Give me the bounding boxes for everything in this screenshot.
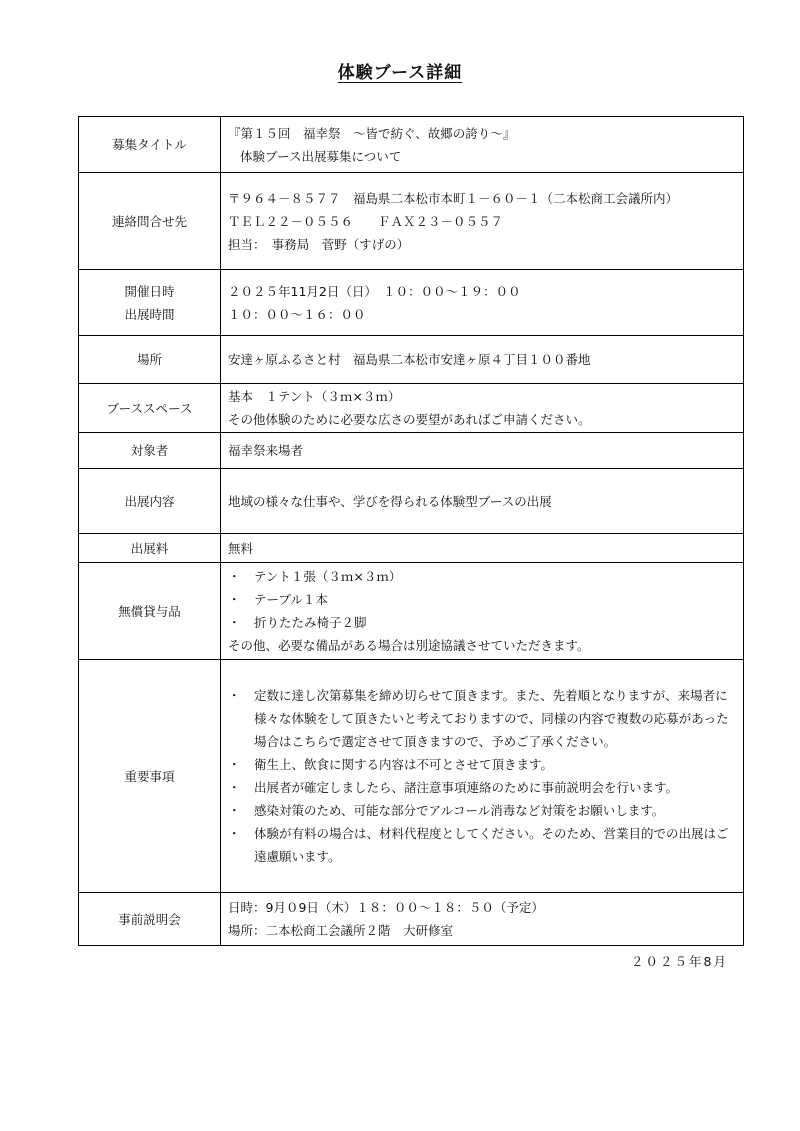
page-title: 体験ブース詳細 <box>337 63 463 83</box>
contact-phone-fax: ＴＥＬ２２－０５５６ ＦＡＸ２３－０５５７ <box>228 213 504 229</box>
label-booth-space: ブーススペース <box>79 384 221 433</box>
list-item: ・ 感染対策のため、可能な部分でアルコール消毒など対策をお願いします。 <box>228 799 739 822</box>
list-item: ・ 折りたたみ椅子２脚 <box>228 611 739 634</box>
label-briefing: 事前説明会 <box>79 893 221 946</box>
list-item: ・ 出展者が確定しましたら、諸注意事項連絡のために事前説明会を行います。 <box>228 776 739 799</box>
row-datetime <box>79 270 744 336</box>
label-recruit-title: 募集タイトル <box>79 117 221 173</box>
row-important <box>79 660 744 893</box>
row-booth-space <box>79 384 744 433</box>
important-list <box>228 684 739 868</box>
label-target: 対象者 <box>79 433 221 469</box>
value-content: 地域の様々な仕事や、学びを得られる体験型ブースの出展 <box>221 469 744 534</box>
recruit-title-line-1: 『第１５回 福幸祭 ～皆で紡ぐ、故郷の誇り～』 <box>228 125 516 141</box>
booth-other: その他体験のために必要な広さの要望があればご申請ください。 <box>228 412 591 427</box>
lending-list <box>228 565 739 634</box>
value-lending <box>221 563 744 660</box>
list-item: ・ 定数に達し次第募集を締め切らせて頂きます。また、先着順となりますが、来場者に様々な体験をして頂きたいと考えておりますので、同様の内容で複数の応募があった場合はこちらで選定させて頂きますので、予めご了承ください。 <box>228 684 739 753</box>
row-lending <box>79 563 744 660</box>
value-briefing <box>221 893 744 946</box>
list-item: ・ 体験が有料の場合は、材料代程度としてください。そのため、営業目的での出展はご遠慮願います。 <box>228 822 739 868</box>
row-content <box>79 469 744 534</box>
row-briefing <box>79 893 744 946</box>
list-item: ・ 衛生上、飲食に関する内容は不可とさせて頂きます。 <box>228 753 739 776</box>
value-fee: 無料 <box>221 534 744 563</box>
footer-date: ２０２５年8月 <box>631 954 728 969</box>
briefing-place: 場所：二本松商工会議所２階 大研修室 <box>228 923 454 938</box>
list-item: ・ テント１張（３ｍ×３ｍ） <box>228 565 739 588</box>
label-lending: 無償貸与品 <box>79 563 221 660</box>
lending-note: その他、必要な備品がある場合は別途協議させていただきます。 <box>228 638 590 653</box>
row-target <box>79 433 744 469</box>
label-place: 場所 <box>79 336 221 384</box>
row-fee <box>79 534 744 563</box>
recruit-title-line-2: 体験ブース出展募集について <box>240 148 402 164</box>
list-item: ・ テーブル１本 <box>228 588 739 611</box>
value-contact <box>221 173 744 270</box>
contact-address: 〒９６４－８５７７ 福島県二本松市本町１－６０－１（二本松商工会議所内） <box>228 190 679 206</box>
label-event-date: 開催日時 <box>124 283 175 299</box>
value-important <box>221 660 744 893</box>
event-date: ２０２５年11月2日（日） １０：００～１９：００ <box>228 283 521 299</box>
exhibit-hours: １０：００～１６：００ <box>228 306 366 322</box>
label-important: 重要事項 <box>79 660 221 893</box>
label-content: 出展内容 <box>79 469 221 534</box>
value-target: 福幸祭来場者 <box>221 433 744 469</box>
contact-person: 担当： 事務局 菅野（すげの） <box>228 236 410 252</box>
value-place: 安達ヶ原ふるさと村 福島県二本松市安達ヶ原４丁目１００番地 <box>221 336 744 384</box>
label-contact: 連絡問合せ先 <box>79 173 221 270</box>
value-booth-space <box>221 384 744 433</box>
booth-basic: 基本 １テント（３ｍ×３ｍ） <box>228 389 401 404</box>
row-recruit-title <box>79 117 744 173</box>
row-place <box>79 336 744 384</box>
label-exhibit-hours: 出展時間 <box>124 306 175 322</box>
booth-details-table <box>78 116 744 946</box>
value-recruit-title <box>221 117 744 173</box>
label-fee: 出展料 <box>79 534 221 563</box>
page-title-wrap <box>0 58 800 83</box>
briefing-datetime: 日時：9月０9日（木）１８：００～１８：５０（予定） <box>228 900 544 915</box>
value-datetime <box>221 270 744 336</box>
label-datetime <box>79 270 221 336</box>
row-contact <box>79 173 744 270</box>
